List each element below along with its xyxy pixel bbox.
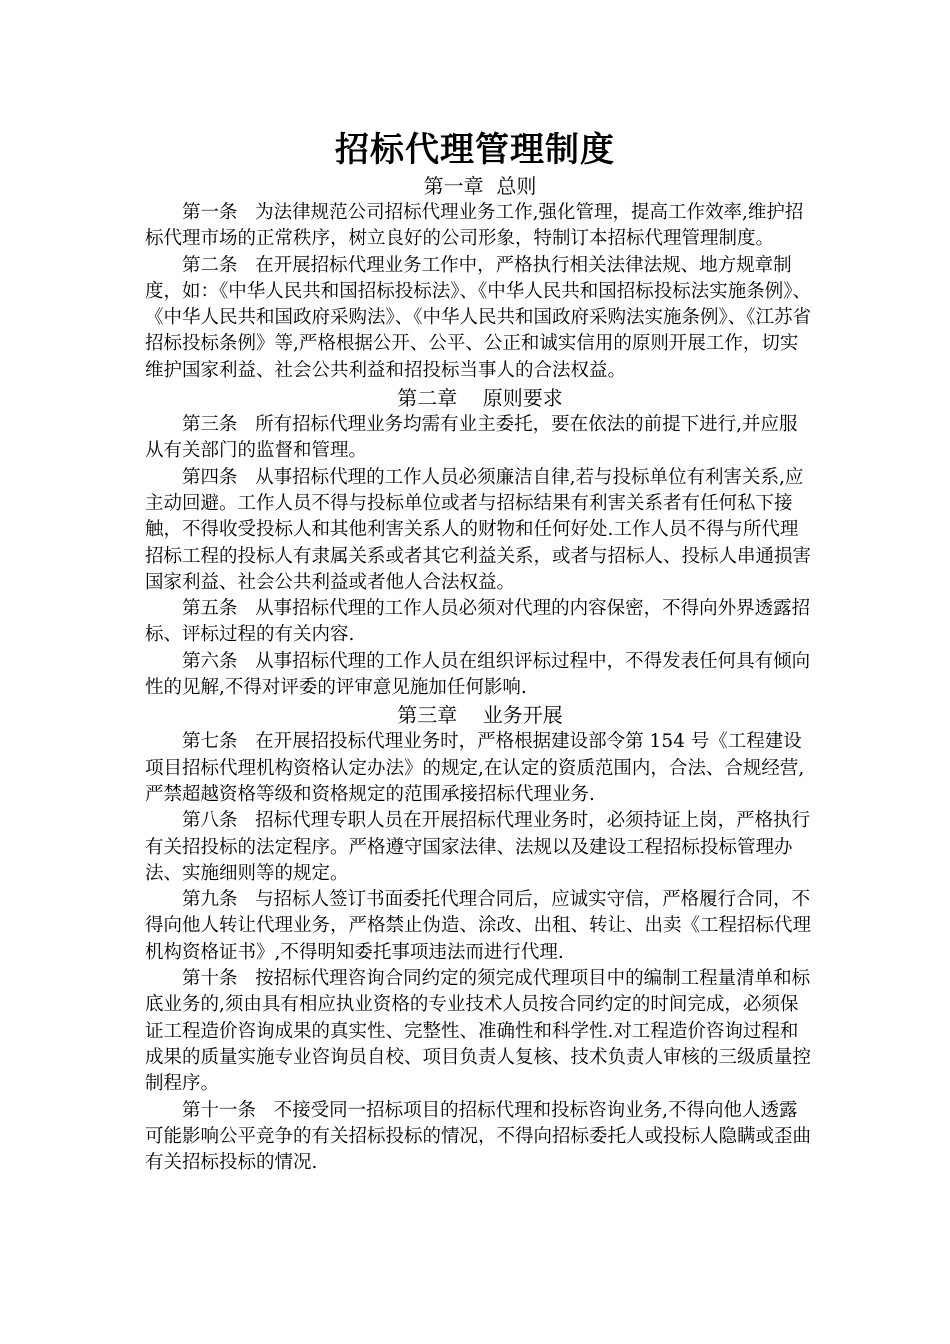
- article-text: 所有招标代理业务均需有业主委托，要在依法的前提下进行,并应服从有关部门的监督和管理。: [145, 414, 798, 462]
- chapter-heading: 第三章 业务开展: [397, 703, 563, 728]
- article: [145, 253, 815, 384]
- chapter-heading: 第一章 总则: [423, 174, 537, 198]
- article: [145, 200, 815, 253]
- article: [145, 596, 815, 649]
- chapter-heading: 第二章 原则要求: [397, 386, 563, 411]
- article-text: 招标代理专职人员在开展招标代理业务时，必须持证上岗，严格执行有关招投标的法定程序。严格遵守国家法律、法规以及建设工程招标投标管理办法、实施细则等的规定。: [145, 810, 811, 884]
- article: [145, 412, 815, 465]
- article-label: 第六条: [182, 650, 238, 672]
- article-text: 为法律规范公司招标代理业务工作,强化管理，提高工作效率,维护招标代理市场的正常秩序，树立良好的公司形象，特制订本招标代理管理制度。: [145, 202, 804, 250]
- article-label: 第八条: [182, 810, 238, 832]
- article: [145, 729, 815, 808]
- article-text: 按招标代理咨询合同约定的须完成代理项目中的编制工程量清单和标底业务的,须由具有相应执业资格的专业技术人员按合同约定的时间完成，必须保证工程造价咨询成果的真实性、完整性、准确性和科学性.对工程造价咨询过程和成果的质量实施专业咨询员自校、项目负责人复核、技术负责人审核的三级质量控制程序。: [145, 968, 812, 1095]
- article-label: 第三条: [182, 414, 238, 436]
- article-text: 与招标人签订书面委托代理合同后，应诚实守信，严格履行合同，不得向他人转让代理业务，严格禁止伪造、涂改、出租、转让、出卖《工程招标代理机构资格证书》,不得明知委托事项违法而进行代理.: [145, 889, 812, 963]
- article-text: 从事招标代理的工作人员在组织评标过程中，不得发表任何具有倾向性的见解,不得对评委的评审意见施加任何影响.: [145, 650, 811, 699]
- article-label: 第二条: [182, 254, 238, 276]
- article: [145, 649, 815, 702]
- article-text: 在开展招投标代理业务时，严格根据建设部令第 154 号《工程建设项目招标代理机构资格认定办法》的规定,在认定的资质范围内，合法、合规经营,严禁超越资格等级和资格规定的范围承接招标代理业务.: [145, 731, 805, 805]
- article: [145, 808, 815, 887]
- article-text: 在开展招标代理业务工作中，严格执行相关法律法规、地方规章制度，如：《中华人民共和国招标投标法》、《中华人民共和国招标投标法实施条例》、《中华人民共和国政府采购法》、《中华人民共和国政府采购法实施条例》、《江苏省招标投标条例》等,严格根据公开、公平、公正和诚实信用的原则开展工作，切实维护国家利益、社会公共利益和招投标当事人的合法权益。: [145, 254, 812, 381]
- document-title: 招标代理管理制度: [335, 130, 615, 170]
- article: [145, 465, 815, 596]
- article-label: 第十一条: [182, 1099, 257, 1121]
- article-label: 第四条: [182, 466, 238, 488]
- article-label: 第九条: [182, 889, 238, 911]
- article: [145, 1098, 815, 1177]
- article-label: 第七条: [182, 731, 238, 753]
- article: [145, 966, 815, 1097]
- article-text: 从事招标代理的工作人员必须廉洁自律,若与投标单位有利害关系,应主动回避。工作人员不得与投标单位或者与招标结果有利害关系者有任何私下接触，不得收受投标人和其他利害关系人的财物和任何好处.工作人员不得与所代理招标工程的投标人有隶属关系或者其它利益关系，或者与招标人、投标人串通损害国家利益、社会公共利益或者他人合法权益。: [145, 466, 812, 593]
- document-body: [145, 172, 815, 1176]
- article: [145, 887, 815, 966]
- article-label: 第一条: [182, 202, 238, 223]
- article-text: 从事招标代理的工作人员必须对代理的内容保密，不得向外界透露招标、评标过程的有关内容.: [145, 598, 811, 646]
- article-text: 不接受同一招标项目的招标代理和投标咨询业务,不得向他人透露可能影响公平竞争的有关招标投标的情况，不得向招标委托人或投标人隐瞒或歪曲有关招标投标的情况.: [145, 1099, 812, 1174]
- article-label: 第十条: [182, 968, 238, 990]
- article-label: 第五条: [182, 598, 238, 620]
